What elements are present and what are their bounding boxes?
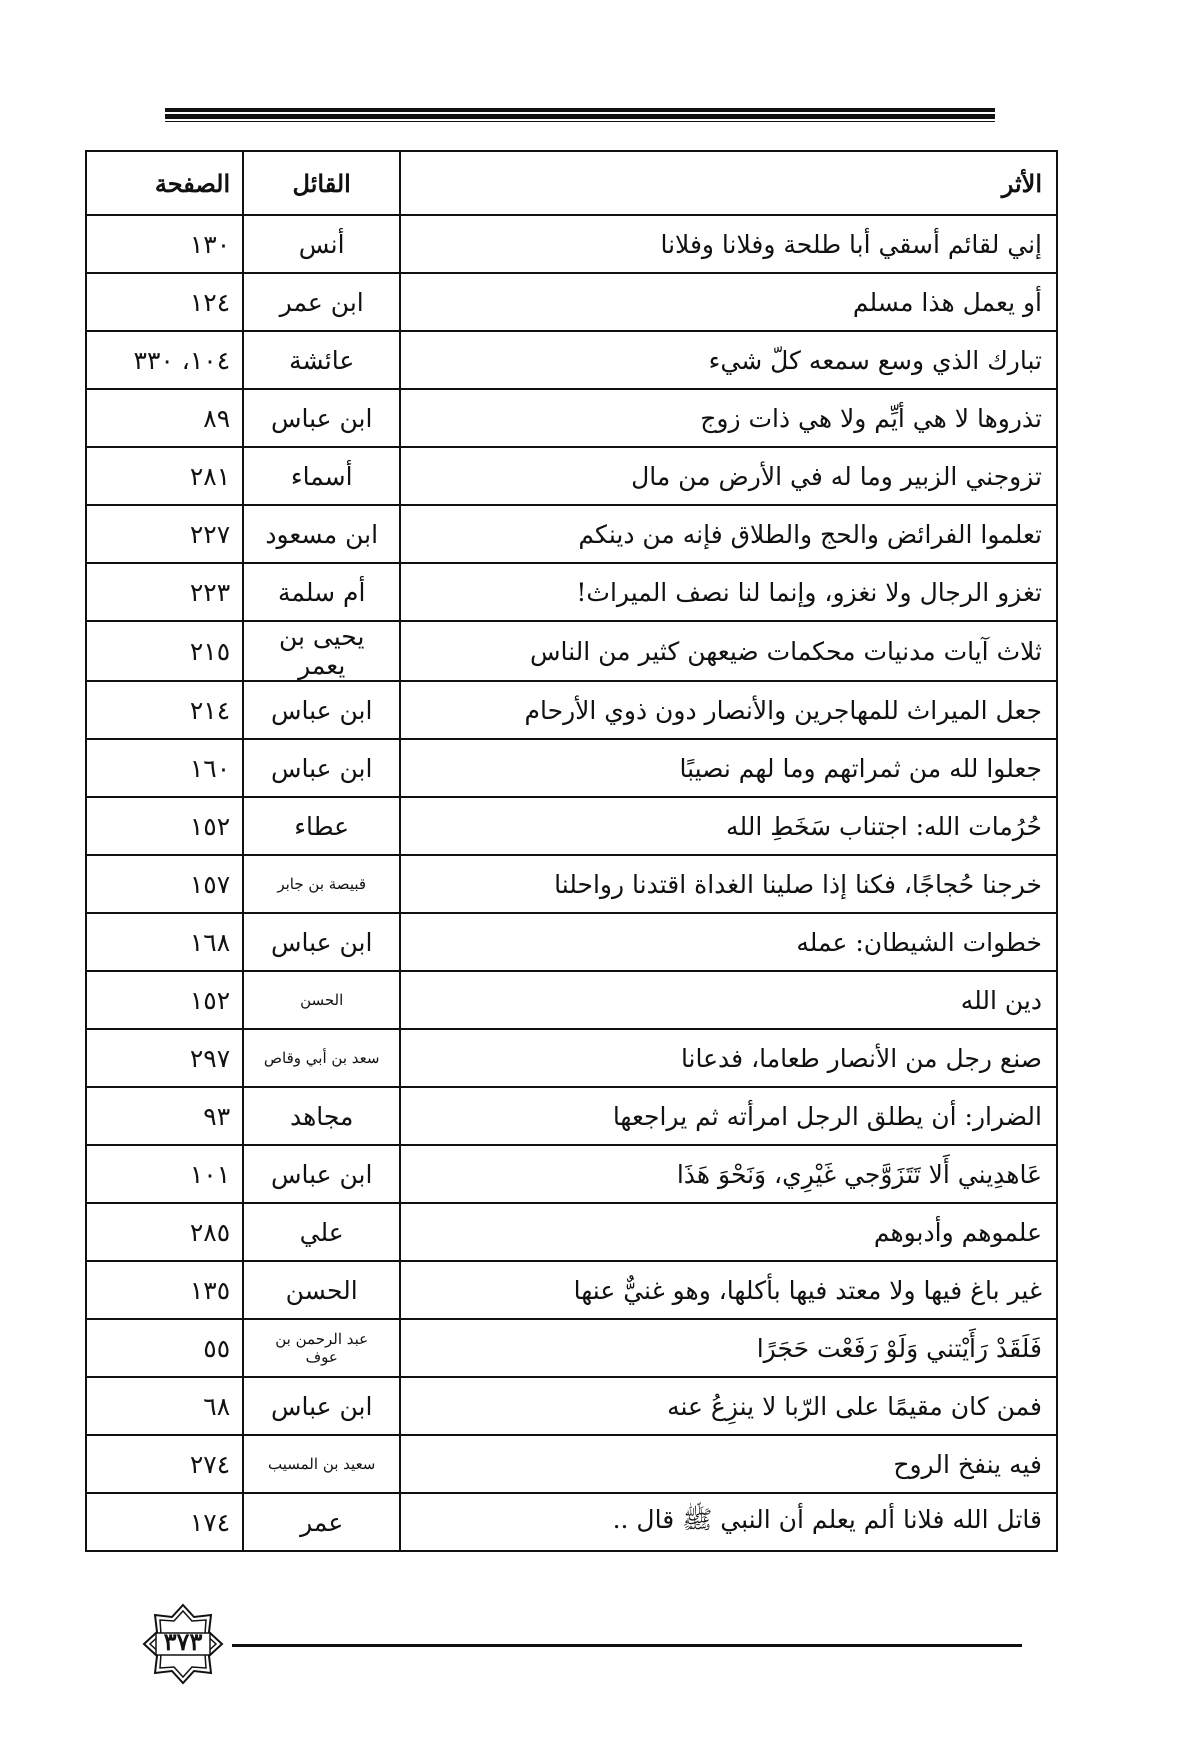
athar-cell: تذروها لا هي أيِّم ولا هي ذات زوج	[400, 389, 1057, 447]
page-cell: ٢٨١	[86, 447, 243, 505]
qail-cell: يحيى بن يعمر	[243, 621, 400, 681]
table-header-row	[86, 151, 1057, 215]
qail-cell: ابن عباس	[243, 389, 400, 447]
athar-cell: عَاهدِيني أَلا تَتَزَوَّجي غَيْرِي، وَنَحْوَ هَذَا	[400, 1145, 1057, 1203]
table-row	[86, 1261, 1057, 1319]
page-cell: ١٥٢	[86, 797, 243, 855]
page-number: ٣٧٣	[163, 1627, 203, 1656]
qail-cell: أم سلمة	[243, 563, 400, 621]
athar-index-table-container	[85, 150, 1058, 1552]
header-qail: القائل	[243, 151, 400, 215]
page-cell: ٨٩	[86, 389, 243, 447]
athar-cell: فيه ينفخ الروح	[400, 1435, 1057, 1493]
page-cell: ٢٩٧	[86, 1029, 243, 1087]
athar-cell: تبارك الذي وسع سمعه كلّ شيء	[400, 331, 1057, 389]
athar-cell: إني لقائم أسقي أبا طلحة وفلانا وفلانا	[400, 215, 1057, 273]
table-row	[86, 797, 1057, 855]
qail-cell: سعد بن أبي وقاص	[243, 1029, 400, 1087]
page-cell: ١٥٧	[86, 855, 243, 913]
page-cell: ١٠٤، ٣٣٠	[86, 331, 243, 389]
athar-cell: أو يعمل هذا مسلم	[400, 273, 1057, 331]
athar-cell: صنع رجل من الأنصار طعاما، فدعانا	[400, 1029, 1057, 1087]
table-row	[86, 1435, 1057, 1493]
page-cell: ١٣٠	[86, 215, 243, 273]
page-cell: ١٢٤	[86, 273, 243, 331]
athar-cell: جعل الميراث للمهاجرين والأنصار دون ذوي الأرحام	[400, 681, 1057, 739]
table-row	[86, 1377, 1057, 1435]
qail-cell: ابن عباس	[243, 1145, 400, 1203]
page-cell: ٩٣	[86, 1087, 243, 1145]
athar-cell: دين الله	[400, 971, 1057, 1029]
page-cell: ٢١٤	[86, 681, 243, 739]
qail-cell: ابن عباس	[243, 913, 400, 971]
table-row	[86, 1203, 1057, 1261]
page-cell: ٢٢٣	[86, 563, 243, 621]
header-rule	[165, 108, 995, 122]
qail-cell: علي	[243, 1203, 400, 1261]
qail-cell: أسماء	[243, 447, 400, 505]
qail-cell: ابن عباس	[243, 739, 400, 797]
qail-cell: عطاء	[243, 797, 400, 855]
table-row	[86, 1319, 1057, 1377]
table-body	[86, 215, 1057, 1551]
qail-cell: ابن عباس	[243, 1377, 400, 1435]
page-cell: ١٣٥	[86, 1261, 243, 1319]
table-row	[86, 273, 1057, 331]
table-row	[86, 1493, 1057, 1551]
qail-cell: الحسن	[243, 1261, 400, 1319]
page-cell: ٢٨٥	[86, 1203, 243, 1261]
table-row	[86, 389, 1057, 447]
qail-cell: مجاهد	[243, 1087, 400, 1145]
athar-cell: الضرار: أن يطلق الرجل امرأته ثم يراجعها	[400, 1087, 1057, 1145]
qail-cell: عبد الرحمن بن عوف	[243, 1319, 400, 1377]
qail-cell: ابن عباس	[243, 681, 400, 739]
table-row	[86, 563, 1057, 621]
table-row	[86, 215, 1057, 273]
qail-cell: الحسن	[243, 971, 400, 1029]
page-cell: ٢٢٧	[86, 505, 243, 563]
page-cell: ١٦٨	[86, 913, 243, 971]
header-athar: الأثر	[400, 151, 1057, 215]
page-cell: ١٠١	[86, 1145, 243, 1203]
athar-cell: قاتل الله فلانا ألم يعلم أن النبي ﷺ قال ..	[400, 1493, 1057, 1551]
athar-cell: خرجنا حُجاجًا، فكنا إذا صلينا الغداة اقتدنا رواحلنا	[400, 855, 1057, 913]
page-cell: ٢٧٤	[86, 1435, 243, 1493]
athar-cell: خطوات الشيطان: عمله	[400, 913, 1057, 971]
page-cell: ١٧٤	[86, 1493, 243, 1551]
table-row	[86, 739, 1057, 797]
table-row	[86, 913, 1057, 971]
table-row	[86, 1087, 1057, 1145]
athar-cell: تعلموا الفرائض والحج والطلاق فإنه من دينكم	[400, 505, 1057, 563]
page-number-ornament	[142, 1603, 224, 1685]
table-row	[86, 1029, 1057, 1087]
page-footer	[142, 1603, 1022, 1683]
header-page: الصفحة	[86, 151, 243, 215]
qail-cell: سعيد بن المسيب	[243, 1435, 400, 1493]
table-row	[86, 681, 1057, 739]
page-cell: ٢١٥	[86, 621, 243, 681]
athar-index-table	[85, 150, 1058, 1552]
page-cell: ٦٨	[86, 1377, 243, 1435]
qail-cell: ابن عمر	[243, 273, 400, 331]
qail-cell: ابن مسعود	[243, 505, 400, 563]
page-cell: ١٦٠	[86, 739, 243, 797]
table-row	[86, 855, 1057, 913]
athar-cell: جعلوا لله من ثمراتهم وما لهم نصيبًا	[400, 739, 1057, 797]
athar-cell: علموهم وأدبوهم	[400, 1203, 1057, 1261]
qail-cell: قبيصة بن جابر	[243, 855, 400, 913]
athar-cell: تزوجني الزبير وما له في الأرض من مال	[400, 447, 1057, 505]
athar-cell: فَلَقَدْ رَأَيْتني وَلَوْ رَفَعْت حَجَرًا	[400, 1319, 1057, 1377]
table-row	[86, 971, 1057, 1029]
table-row	[86, 447, 1057, 505]
athar-cell: تغزو الرجال ولا نغزو، وإنما لنا نصف الميراث!	[400, 563, 1057, 621]
table-row	[86, 621, 1057, 681]
table-row	[86, 331, 1057, 389]
athar-cell: حُرُمات الله: اجتناب سَخَطِ الله	[400, 797, 1057, 855]
table-row	[86, 1145, 1057, 1203]
page-cell: ٥٥	[86, 1319, 243, 1377]
qail-cell: أنس	[243, 215, 400, 273]
page-cell: ١٥٢	[86, 971, 243, 1029]
footer-rule	[232, 1644, 1022, 1647]
athar-cell: غير باغ فيها ولا معتد فيها بأكلها، وهو غنيٌّ عنها	[400, 1261, 1057, 1319]
athar-cell: ثلاث آيات مدنيات محكمات ضيعهن كثير من الناس	[400, 621, 1057, 681]
table-row	[86, 505, 1057, 563]
qail-cell: عمر	[243, 1493, 400, 1551]
qail-cell: عائشة	[243, 331, 400, 389]
athar-cell: فمن كان مقيمًا على الرّبا لا ينزِعُ عنه	[400, 1377, 1057, 1435]
